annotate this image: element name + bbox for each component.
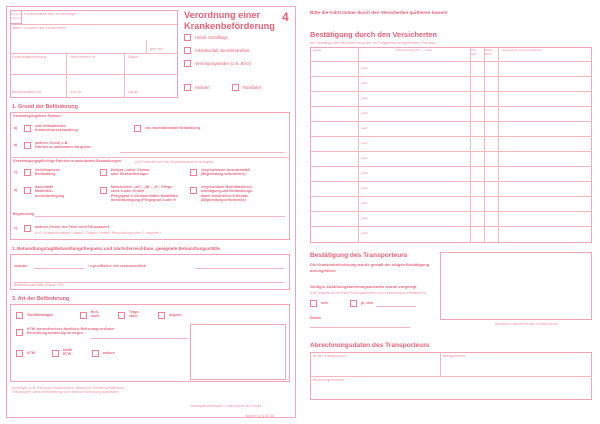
table-row-line — [310, 166, 592, 167]
table-row-line — [310, 151, 592, 152]
arzt-label: Arzt-Nr. — [70, 90, 83, 94]
row-nach-label: nach — [361, 126, 368, 130]
table-row-line — [310, 196, 592, 197]
note-anderer-grund-ktw: (z.B. fortgeschrittenes Liegens, Tragen, Heben, Begründung unter 3. angeben) — [35, 231, 161, 235]
form-number: 4 — [282, 10, 289, 24]
row-d-key: d) — [14, 188, 18, 192]
checkbox-merkzeichen[interactable] — [100, 187, 107, 194]
footer-muster: Muster 4 (4.2018) — [246, 414, 275, 418]
divider-1 — [10, 24, 178, 25]
label-vor-nachstationaer: vor-/nachstationäre Behandlung — [145, 126, 200, 130]
checkbox-tragestuhl[interactable] — [118, 312, 125, 319]
line-b — [120, 152, 285, 153]
section1-sub1: Genehmigungsfreie Fahrten: — [13, 114, 62, 118]
label-nein: nein — [321, 301, 329, 305]
begruendung-label: Begründung — [13, 212, 35, 216]
transporteur-line3: Gültiger Zuzahlungsbefreiungsausweis wurde vorgelegt — [310, 285, 417, 289]
divider-v5 — [124, 74, 125, 98]
bis-line — [196, 268, 284, 269]
label-stationaer: voll-/teilstationäre Krankenhausbehandlung — [35, 124, 78, 133]
label-anderer-grund-ktw: anderer Grund, der Fahrt mit KTW andauert — [35, 225, 110, 229]
label-dauerhaft: dauerhafte Mobilitäts- beeinträchtigung — [35, 185, 65, 198]
checkbox-anderer-grund-b[interactable] — [24, 142, 31, 149]
ktw-line — [90, 338, 188, 339]
label-taxi: Taxi/Mietwagen — [27, 313, 54, 317]
versnr-label: Versicherten-Nr. — [70, 55, 96, 59]
checkbox-anderer-grund-ktw[interactable] — [24, 225, 31, 232]
checkbox-dauerhaft[interactable] — [24, 187, 31, 194]
label-ktw: KTW — [27, 351, 36, 355]
label-merkzeichen: Merkzeichen „aG“, „Bl“, „H“, Pflege- stufe II oder III oder Pflegegrad 3 mit dauerhafter Mobilitäts- beeinträchtigung (Pflegegrad 4 oder 5 — [111, 185, 179, 202]
table-row-line — [310, 106, 592, 107]
table-row-line — [310, 226, 592, 227]
logo-text: Kranken- kasse — [10, 12, 22, 20]
row-nach-label: nach — [361, 201, 368, 205]
divider-sect1 — [10, 157, 290, 158]
label-rollstuhl: Roll- stuhl — [91, 310, 100, 319]
sonstiges-note: Sonstiges (z.B. Zeitraum Krankenhaus, Wartezeit, Gemeinschaftsfahrt, Ortsangabe, wenn Beförderung nicht am/vom Wohnung stattfindet) — [12, 386, 126, 395]
label-ja-vom: ja, vom — [361, 301, 374, 305]
vom-label: vom/am — [14, 264, 28, 268]
label-versorgungsleiden: Versorgungsleiden (z.B. BVG) — [195, 61, 251, 66]
transporteur-title: Bestätigung des Transporteurs — [310, 252, 408, 259]
checkbox-unfall[interactable] — [184, 34, 191, 41]
birth-label: geb. am — [150, 47, 163, 51]
transporteur-stamp-label: Stempel/Unterschrift des Transporteurs — [495, 322, 558, 326]
label-naw-rtw: NAW/ RTW — [63, 348, 73, 357]
betriebsst-label: Betriebsstätten-Nr. — [12, 90, 42, 94]
table-row-line — [310, 181, 592, 182]
ja-vom-line — [376, 306, 416, 307]
checkbox-taxi[interactable] — [16, 312, 23, 319]
section1-title: 1. Grund der Beförderung — [12, 104, 78, 110]
form-title-line1: Verordnung einer — [184, 10, 261, 20]
row-e-key: e) — [14, 226, 18, 230]
behandlungsstaette-line — [14, 282, 284, 283]
label-rueckfahrt: Rückfahrt — [243, 85, 261, 90]
checkbox-dialyse[interactable] — [100, 169, 107, 176]
table-row-line — [310, 211, 592, 212]
datum-transporteur-line — [310, 327, 410, 328]
label-rechnungsnummer: Rechnungsnummer — [313, 378, 345, 382]
checkbox-nein[interactable] — [310, 300, 317, 307]
row-nach-label: nach — [361, 111, 368, 115]
divider-v1 — [146, 40, 147, 53]
behandlungsstaette-label: Behandlungsstätte (Name, Ort) — [14, 283, 64, 287]
begruendung-line — [35, 216, 285, 217]
confirm-title: Bestätigung durch den Versicherten — [310, 30, 437, 39]
col-header-rueckfahrt: Rück- fahrt — [485, 48, 494, 56]
checkbox-versorgungsleiden[interactable] — [184, 60, 191, 67]
checkbox-vergleichbar-mobilitaet[interactable] — [190, 187, 197, 194]
label-andere: andere — [103, 351, 115, 355]
checkbox-rueckfahrt[interactable] — [232, 84, 239, 91]
row-nach-label: nach — [361, 231, 368, 235]
divider-2 — [10, 53, 178, 54]
col-header-strecke: Fahrtstrecke (von ... nach) — [396, 48, 433, 52]
form-title-line2: Krankenbeförderung — [184, 20, 275, 31]
kostentraeger-label: Kostenträgerkennung — [12, 55, 47, 59]
table-row-line — [310, 91, 592, 92]
checkbox-vor-nachstationaer[interactable] — [134, 125, 141, 132]
section1-sub2-note: (zur Fahrzeit/-ziel des Krankenkasse vorzulegen) — [135, 160, 214, 164]
name-label: Name, Vorname des Versicherten — [12, 26, 66, 30]
section1-sub2: Genehmigungspflichtige Fahrten zu ambulanten Behandlungen — [13, 159, 121, 163]
transporteur-line2: durchgeführt. — [310, 269, 336, 273]
row-nach-label: nach — [361, 171, 368, 175]
checkbox-stationaer[interactable] — [24, 125, 31, 132]
divider-v4 — [66, 74, 67, 98]
table-row-line — [310, 136, 592, 137]
label-hochfrequent: hochfrequente Behandlung — [35, 168, 60, 177]
transporteur-line1: Die Krankenbeförderung wurde gemäß der obigen Bestätigung — [310, 263, 430, 267]
label-liegend: liegend — [169, 313, 182, 317]
label-vergleichbar-mobilitaet: vergleichbare Mobilitätsbeein- trächtigung und Behandlungs- dauer mindestens 6 Monate (Begründung erforderlich) — [201, 185, 254, 202]
transporteur-line4: (Die Angabe ist nicht bei Rettungsfahrten zum Krankenhaus erforderlich) — [310, 291, 427, 295]
form-title — [184, 10, 284, 31]
checkbox-liegend[interactable] — [158, 312, 165, 319]
col-header-unterschrift: Unterschrift des Versicherten — [502, 48, 542, 52]
row-nach-label: nach — [361, 216, 368, 220]
row-nach-label: nach — [361, 81, 368, 85]
bis-label: / x pro Woche, bis voraussichtlich — [88, 264, 147, 268]
section2-title: 2. Behandlungstag/Behandlungsfrequenz und nächsterreichbare, geeignete Behandlungsstätte — [12, 246, 221, 251]
checkbox-rollstuhl[interactable] — [80, 312, 87, 319]
row-a-key: a) — [14, 126, 18, 130]
checkbox-arbeitsunfall[interactable] — [184, 47, 191, 54]
row-nach-label: nach — [361, 96, 368, 100]
confirm-sub: Ich bestätige die Durchführung der im Folgenden aufgeführten Fahrten. — [310, 41, 437, 45]
checkbox-ausnahmefall[interactable] — [190, 169, 197, 176]
table-head-line — [310, 61, 592, 62]
vom-line — [34, 268, 84, 269]
row-nach-label: nach — [361, 141, 368, 145]
label-unfall: Unfall, Unfallfolge — [195, 35, 228, 40]
row-nach-label: nach — [361, 186, 368, 190]
signature-box[interactable] — [190, 324, 286, 380]
row-b-key: b) — [14, 143, 18, 147]
checkbox-naw-rtw[interactable] — [52, 350, 59, 357]
label-ausnahmefall: vergleichbarer Ausnahmefall (Begründung erforderlich) — [201, 168, 251, 177]
transporteur-stamp-box[interactable] — [440, 252, 592, 320]
divider-v2 — [66, 53, 67, 74]
abrechnung-divider — [440, 352, 441, 376]
col-header-hinfahrt: Hin- fahrt — [471, 48, 478, 56]
label-tragestuhl: Trage- stuhl — [129, 310, 140, 319]
label-datum-transporteur: Datum — [310, 316, 322, 320]
label-beleg: Belegnummer — [443, 354, 466, 358]
row-c-key: c) — [14, 170, 18, 174]
abrechnung-hline — [310, 376, 592, 377]
checkbox-ktw-betreuung[interactable] — [16, 329, 23, 336]
checkbox-hinfahrt[interactable] — [184, 84, 191, 91]
label-ktw-betreuung: KTW, da medizinisch-fachliche Betreuung und/oder Einrichtung notwendig ist wegen — [27, 327, 115, 336]
label-anderer-grund-b: anderer Grund, z.B. Fahrten zu stationären Hospizen: — [35, 141, 92, 150]
row-nach-label: nach — [361, 66, 368, 70]
label-arbeitsunfall: Arbeitsunfall, Berufskrankheit — [195, 48, 250, 53]
checkbox-andere[interactable] — [92, 350, 99, 357]
section3-title: 3. Art der Beförderung — [12, 296, 70, 302]
row-nach-label: nach — [361, 156, 368, 160]
table-row-line — [310, 121, 592, 122]
checkbox-ja-vom[interactable] — [350, 300, 357, 307]
col-header-datum: Datum — [313, 48, 323, 52]
label-hinfahrt: Hinfahrt — [195, 85, 210, 90]
label-ik: IK des Transporteurs — [313, 354, 347, 358]
insurer-label: Krankenkasse bzw. Kostenträger — [24, 12, 77, 16]
divider-v3 — [124, 53, 125, 74]
footer-stamp-label: Vertragsarztstempel / Unterschrift des Arztes — [190, 404, 262, 408]
right-banner: Bitte die Fahrt immer durch den Versicherten quittieren lassen! — [310, 10, 448, 15]
divider-3 — [10, 74, 178, 75]
label-dialyse: Dialyse, onkol. Chemo- oder Strahlentherapie — [111, 168, 151, 177]
abrechnung-title: Abrechnungsdaten des Transporteurs — [310, 342, 430, 349]
checkbox-hochfrequent[interactable] — [24, 169, 31, 176]
table-row-line — [310, 76, 592, 77]
checkbox-ktw[interactable] — [16, 350, 23, 357]
status-label: Status — [128, 55, 139, 59]
datum-label: Datum — [128, 90, 139, 94]
